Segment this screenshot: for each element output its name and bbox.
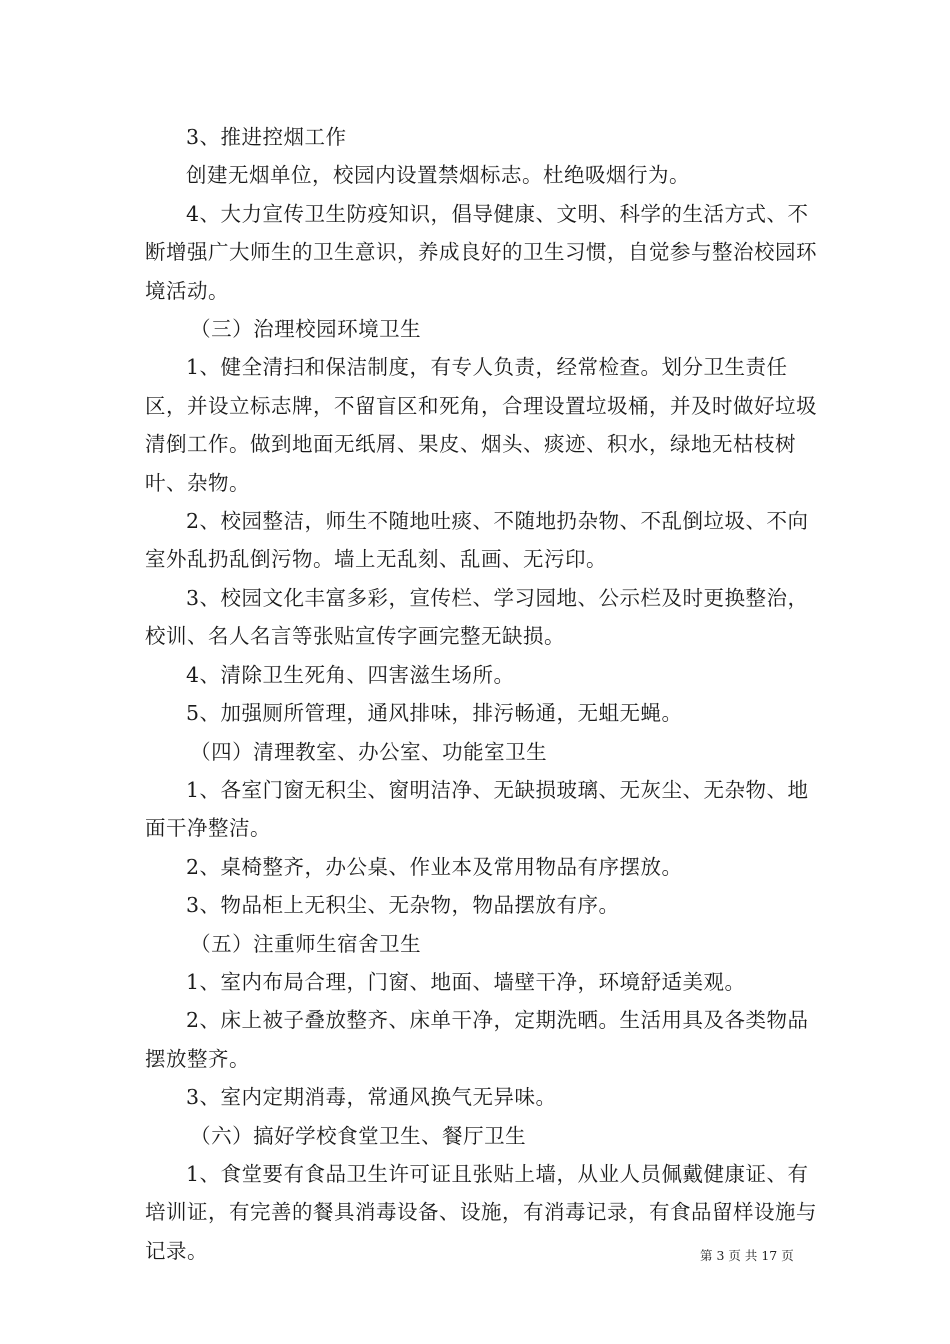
page-number: 第 3 页 共 17 页 — [700, 1248, 794, 1263]
paragraph-9: 5、加强厕所管理，通风排味，排污畅通，无蛆无蝇。 — [186, 701, 683, 726]
paragraph-12: 2、桌椅整齐，办公桌、作业本及常用物品有序摆放。 — [186, 854, 683, 879]
section-heading-3: （三）治理校园环境卫生 — [190, 317, 422, 342]
section-heading-4: （四）清理教室、办公室、功能室卫生 — [190, 739, 548, 764]
paragraph-8: 4、清除卫生死角、四害滋生场所。 — [186, 662, 515, 687]
paragraph-6: 2、校园整洁，师生不随地吐痰、不随地扔杂物、不乱倒垃圾、不向室外乱扔乱倒污物。墙上无乱刻、乱画、无污印。 — [145, 509, 809, 572]
paragraph-15: 1、室内布局合理，门窗、地面、墙壁干净，环境舒适美观。 — [186, 969, 746, 994]
paragraph-1: 3、推进控烟工作 — [186, 125, 347, 149]
paragraph-19: 1、食堂要有食品卫生许可证且张贴上墙，从业人员佩戴健康证、有培训证，有完善的餐具消毒设备、设施，有消毒记录，有食品留样设施与记录。 — [145, 1161, 817, 1263]
paragraph-17: 3、室内定期消毒，常通风换气无异味。 — [186, 1085, 557, 1110]
paragraph-3: 4、大力宣传卫生防疫知识，倡导健康、文明、科学的生活方式、不断增强广大师生的卫生意识，养成良好的卫生习惯，自觉参与整治校园环境活动。 — [145, 201, 817, 303]
paragraph-5: 1、健全清扫和保洁制度，有专人负责，经常检查。划分卫生责任区，并设立标志牌，不留盲区和死角，合理设置垃圾桶，并及时做好垃圾清倒工作。做到地面无纸屑、果皮、烟头、痰迹、积水，绿地无枯枝树叶、杂物。 — [145, 355, 817, 495]
section-heading-6: （六）搞好学校食堂卫生、餐厅卫生 — [190, 1123, 527, 1148]
document-body — [145, 118, 825, 1270]
paragraph-2: 创建无烟单位，校园内设置禁烟标志。杜绝吸烟行为。 — [186, 163, 690, 188]
paragraph-7: 3、校园文化丰富多彩，宣传栏、学习园地、公示栏及时更换整治，校训、名人名言等张贴宣传字画完整无缺损。 — [145, 585, 809, 649]
paragraph-16: 2、床上被子叠放整齐、床单干净，定期洗晒。生活用具及各类物品摆放整齐。 — [145, 1008, 809, 1071]
paragraph-13: 3、物品柜上无积尘、无杂物，物品摆放有序。 — [186, 893, 620, 918]
section-heading-5: （五）注重师生宿舍卫生 — [190, 931, 422, 956]
paragraph-11: 1、各室门窗无积尘、窗明洁净、无缺损玻璃、无灰尘、无杂物、地面干净整洁。 — [145, 777, 809, 841]
